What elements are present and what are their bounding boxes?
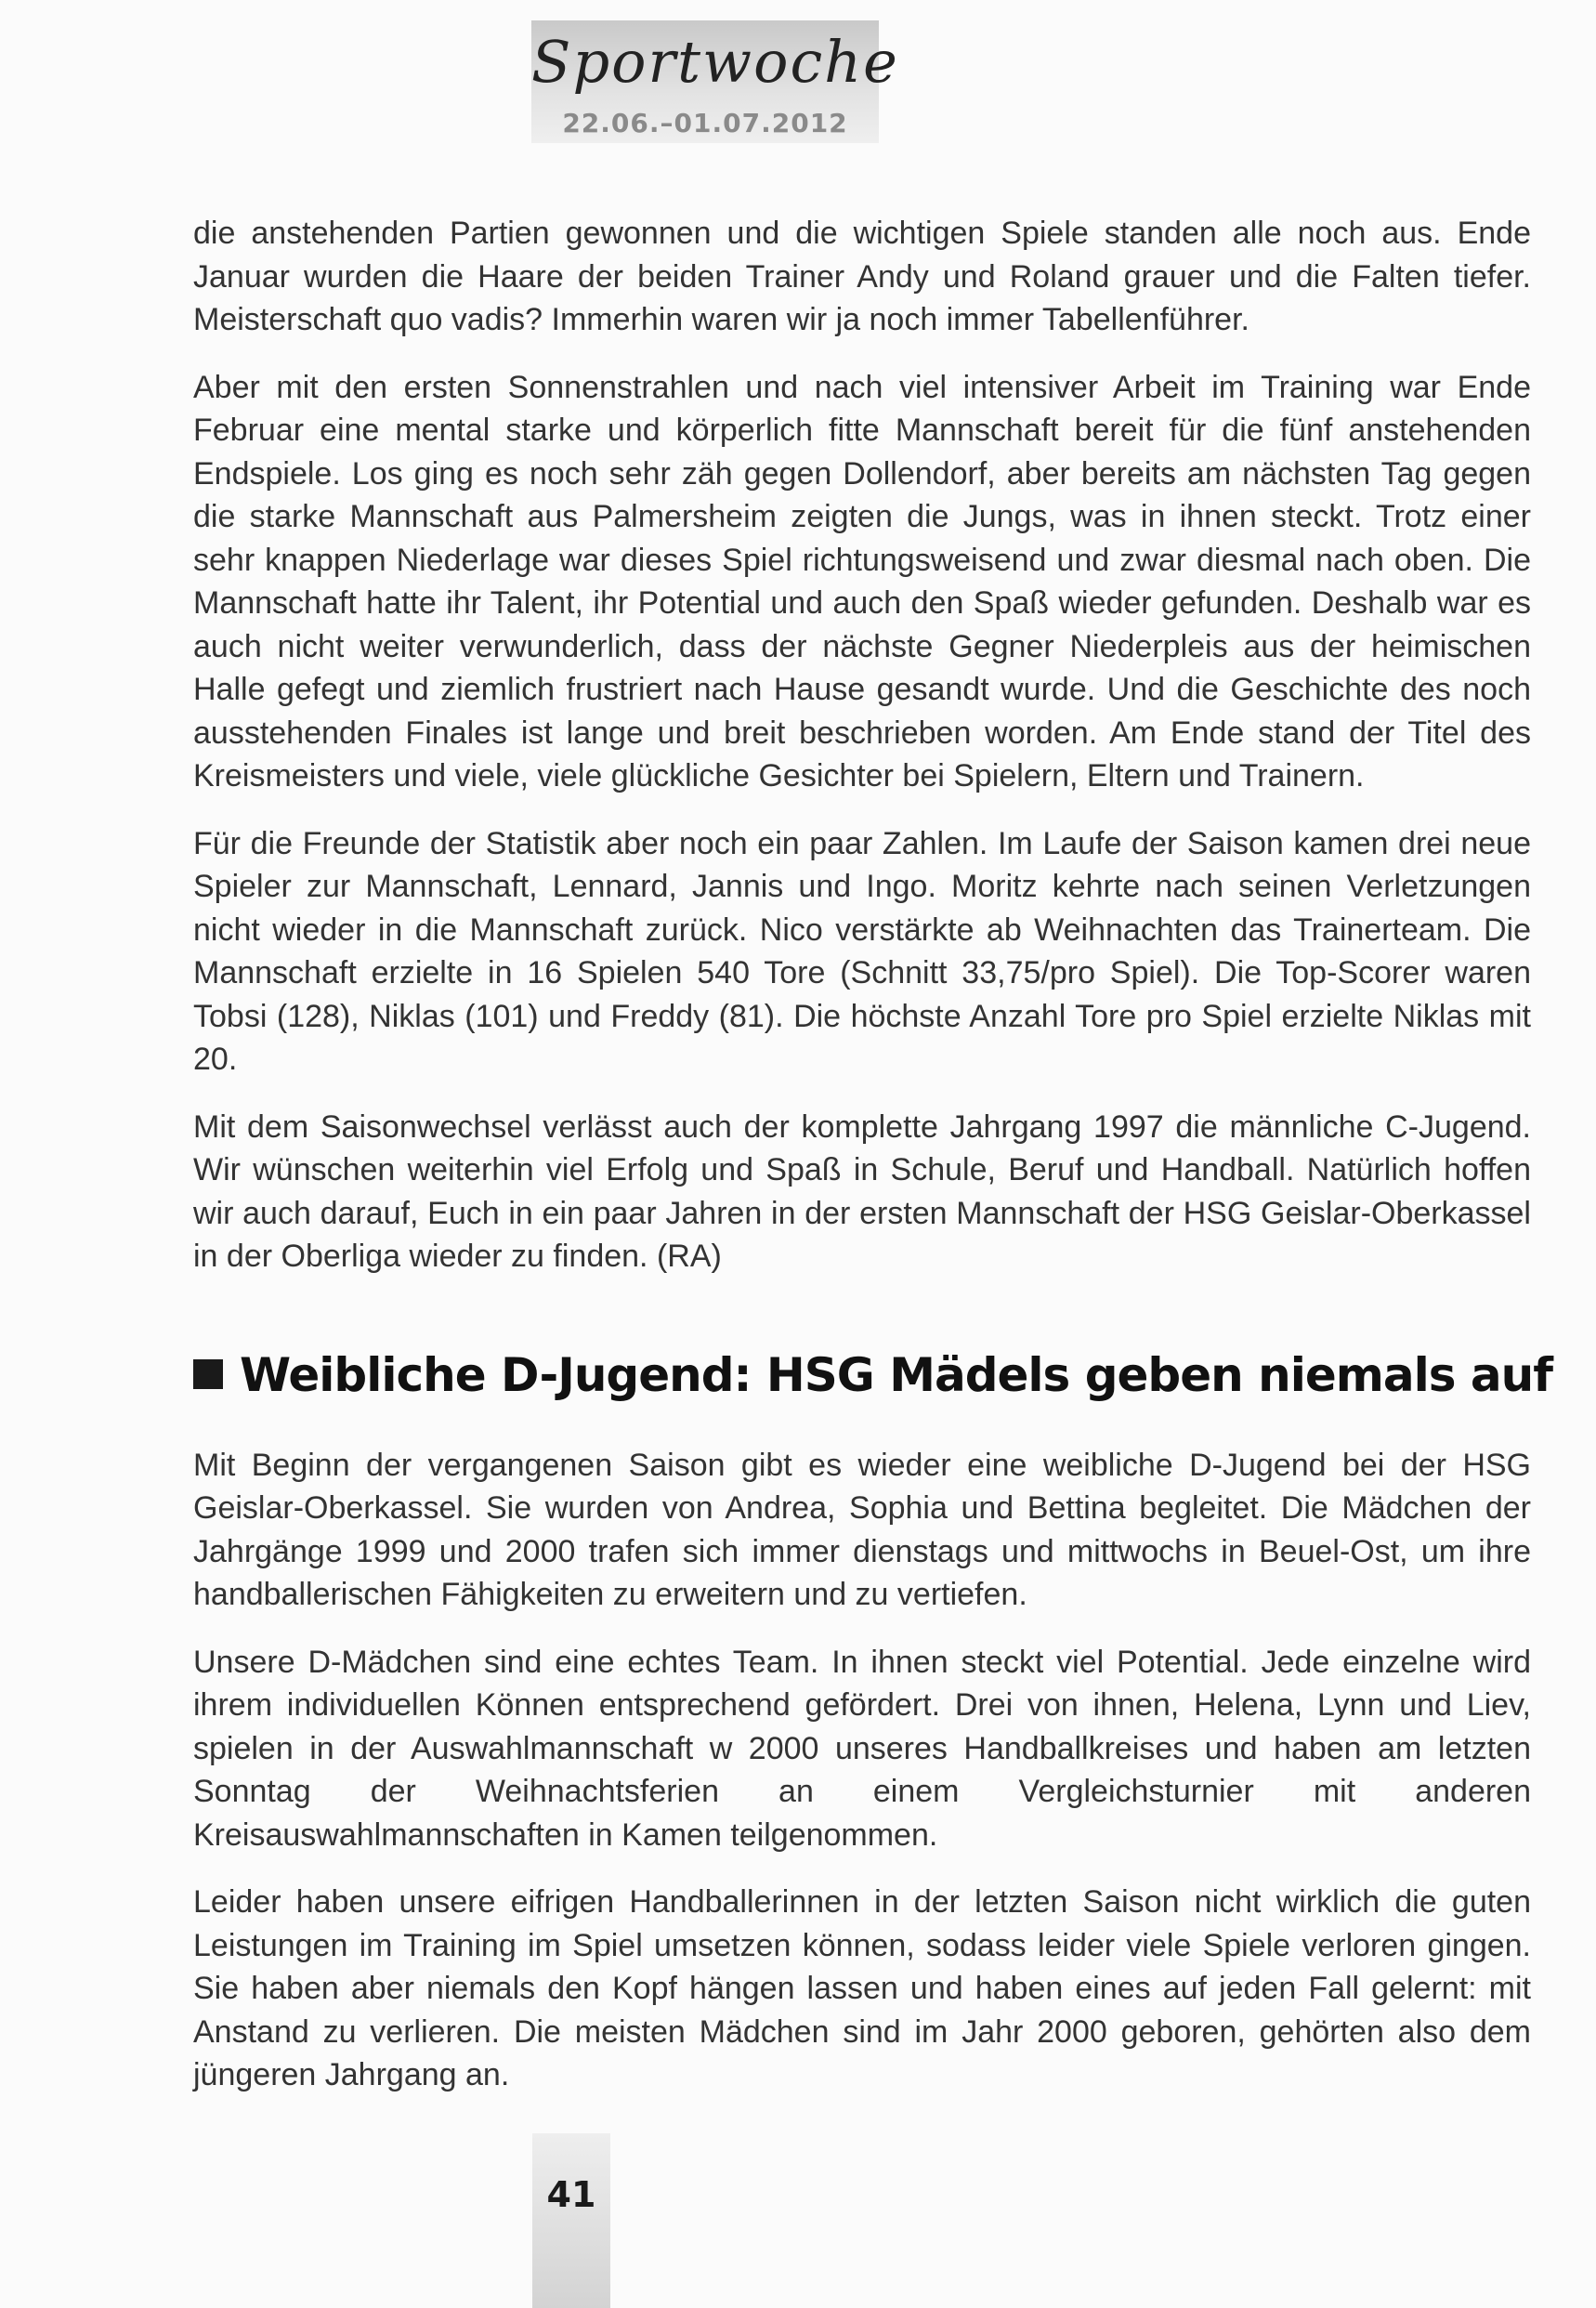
masthead (531, 20, 899, 143)
masthead-title: Sportwoche (531, 28, 899, 96)
page-content (193, 212, 1553, 2121)
article-paragraph: die anstehenden Partien gewonnen und die wichtigen Spiele standen alle noch aus. Ende Januar wurden die Haare der beiden Trainer Andy und Roland grauer und die Falten tiefer. Meisterschaft quo vadis? Immerhin waren wir ja noch immer Tabellenführer. (193, 216, 1531, 337)
article-paragraph: Mit dem Saisonwechsel verlässt auch der komplette Jahrgang 1997 die männliche C-Jugend. Wir wünschen weiterhin viel Erfolg und Spaß in Schule, Beruf und Handball. Natürlich hoffen wir auch darauf, Euch in ein paar Jahren in der ersten Mannschaft der HSG Geislar-Oberkassel in der Oberliga wieder zu finden. (RA) (193, 1108, 1531, 1274)
page-number-box (532, 2133, 610, 2308)
masthead-date: 22.06.–01.07.2012 (562, 108, 848, 138)
section-paragraph: Unsere D-Mädchen sind eine echtes Team. In ihnen steckt viel Potential. Jede einzelne wird ihrem individuellen Können entsprechend gefördert. Drei von ihnen, Helena, Lynn und Liev, spielen in der Auswahlmannschaft w 2000 unseres Handballkreises und haben am letzten Sonntag der Weihnachtsferien an einem Vergleichsturnier mit anderen Kreisauswahlmannschaften in Kamen teilgenommen. (193, 1644, 1531, 1853)
section-heading-text: Weibliche D-Jugend: HSG Mädels geben niemals auf (240, 1347, 1553, 1402)
page-number: 41 (546, 2174, 596, 2215)
article-paragraph: Aber mit den ersten Sonnenstrahlen und nach viel intensiver Arbeit im Training war Ende Februar eine mental starke und körperlich fitte Mannschaft bereit für die fünf anstehenden Endspiele. Los ging es noch sehr zäh gegen Dollendorf, aber bereits am nächsten Tag gegen die starke Mannschaft aus Palmersheim zeigten die Jungs, was in ihnen steckt. Trotz einer sehr knappen Niederlage war dieses Spiel richtungsweisend und zwar diesmal nach oben. Die Mannschaft hatte ihr Talent, ihr Potential und auch den Spaß wieder gefunden. Deshalb war es auch nicht weiter verwunderlich, dass der nächste Gegner Niederpleis aus der heimischen Halle gefegt und ziemlich frustriert nach Hause gesandt wurde. Und die Geschichte des noch ausstehenden Finales ist lange und breit beschrieben worden. Am Ende stand der Titel des Kreismeisters und viele, viele glückliche Gesichter bei Spielern, Eltern und Trainern. (193, 369, 1531, 793)
section-paragraph: Leider haben unsere eifrigen Handballerinnen in der letzten Saison nicht wirklich die guten Leistungen im Training im Spiel umsetzen können, sodass leider viele Spiele verloren gingen. Sie haben aber niemals den Kopf hängen lassen und haben eines auf jeden Fall gelernt: mit Anstand zu verlieren. Die meisten Mädchen sind im Jahr 2000 geboren, gehörten also dem jüngeren Jahrgang an. (193, 1884, 1531, 2092)
section-paragraph: Mit Beginn der vergangenen Saison gibt es wieder eine weibliche D-Jugend bei der HSG Geislar-Oberkassel. Sie wurden von Andrea, Sophia und Bettina begleitet. Die Mädchen der Jahrgänge 1999 und 2000 trafen sich immer dienstags und mittwochs in Beuel-Ost, um ihre handballerischen Fähigkeiten zu erweitern und zu vertiefen. (193, 1447, 1531, 1612)
square-bullet-icon (193, 1359, 223, 1389)
section-heading (193, 1345, 1553, 1405)
article-paragraph: Für die Freunde der Statistik aber noch ein paar Zahlen. Im Laufe der Saison kamen drei neue Spieler zur Mannschaft, Lennard, Jannis und Ingo. Moritz kehrte nach seinen Verletzungen nicht wieder in die Mannschaft zurück. Nico verstärkte ab Weihnachten das Trainerteam. Die Mannschaft erzielte in 16 Spielen 540 Tore (Schnitt 33,75/pro Spiel). Die Top-Scorer waren Tobsi (128), Niklas (101) und Freddy (81). Die höchste Anzahl Tore pro Spiel erzielte Niklas mit 20. (193, 825, 1531, 1077)
